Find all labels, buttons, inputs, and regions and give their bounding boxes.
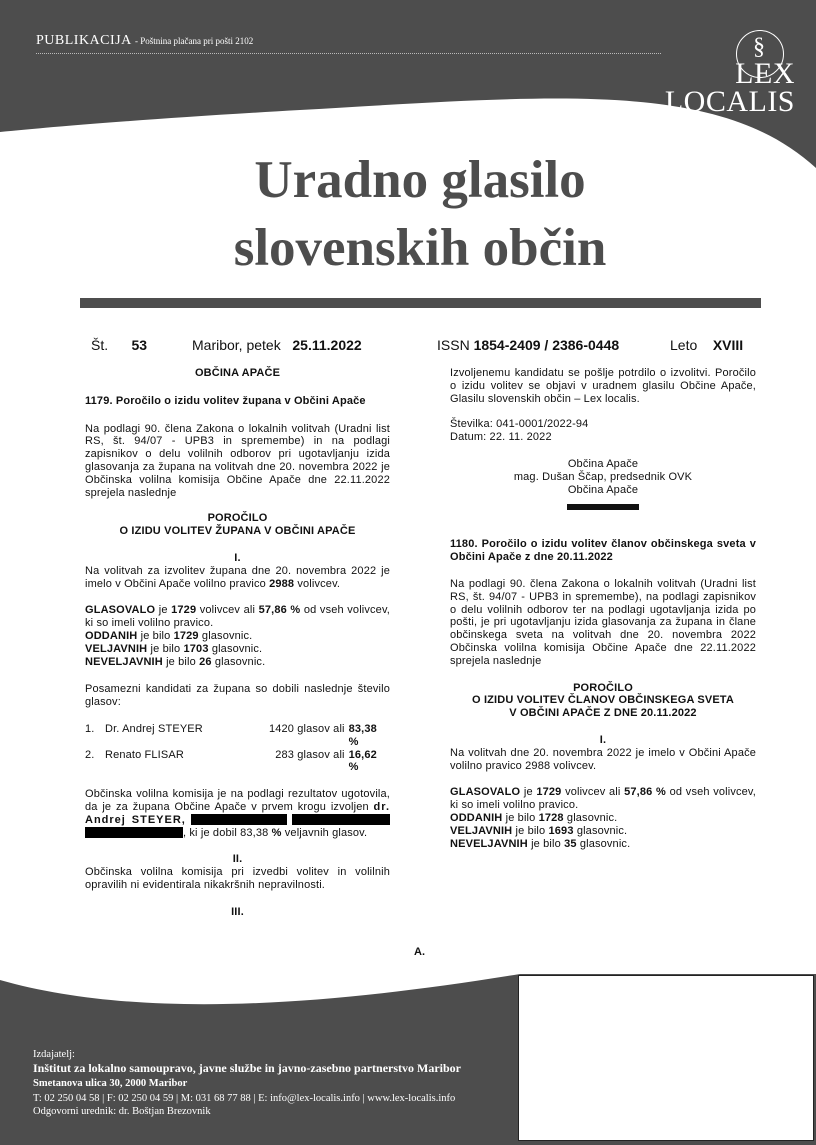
continuation-text: Izvoljenemu kandidatu se pošlje potrdilo o izvolitvi. Poročilo o izidu volitev se objavi v uradnem glasilu Občine Apače, Glasilu slovenskih občin – Lex localis. <box>450 367 756 405</box>
title-rule <box>80 298 761 308</box>
redaction-bar <box>85 827 183 838</box>
article-1180-heading: 1180. Poročilo o izidu volitev članov občinskega sveta v Občini Apače z dne 20.11.2022 <box>450 538 756 564</box>
doc-number: Številka: 041-0001/2022-94 <box>450 418 589 431</box>
left-column <box>85 367 390 919</box>
article-1179-heading: 1179. Poročilo o izidu volitev župana v Občini Apače <box>85 394 366 407</box>
publication-label: PUBLIKACIJA - Poštnina plačana pri pošti 2102 <box>36 33 254 48</box>
eligible-voters: Na volitvah za izvolitev župana dne 20. novembra 2022 je imelo v Občini Apače volilno pravico 2988 volivcev. <box>85 564 390 590</box>
lex-localis-logo: LEX LOCALIS <box>664 57 795 118</box>
eligible-voters: Na volitvah dne 20. novembra 2022 je imelo v Občini Apače volilno pravico 2988 volivcev. <box>450 746 756 772</box>
section-2: II. <box>232 853 243 866</box>
section-1: I. <box>599 733 607 746</box>
candidate-row: 1. Dr. Andrej STEYER 1420 glasov ali 83,38 % <box>85 722 377 748</box>
article-1179-intro: Na podlagi 90. člena Zakona o lokalnih volitvah (Uradni list RS, št. 94/07 - UPB3 in spremembe) in na podlagi zapisnikov o delu volilnih odborov pri ugotavljanju izida glasovanja za župana na volitvah dne 20. novembra 2022 je Občinska volilna komisija Občine Apače dne 22.11.2022 sprejela naslednje <box>85 422 390 499</box>
candidate-list <box>85 723 390 774</box>
report-title: POROČILO <box>207 512 268 525</box>
address-box <box>518 975 814 1141</box>
report-subtitle: O IZIDU VOLITEV ŽUPANA V OBČINI APAČE <box>119 525 356 538</box>
footer-address: Smetanova ulica 30, 2000 Maribor <box>33 1078 188 1089</box>
ballots-valid: VELJAVNIH je bilo 1693 glasovnic. <box>450 824 628 837</box>
signature-block: Občina Apače mag. Dušan Ščap, predsednik OVK Občina Apače <box>513 457 693 496</box>
article-1180-intro: Na podlagi 90. člena Zakona o lokalnih volitvah (Uradni list RS, št. 94/07 - UPB3 in spremembe), na podlagi zapisnikov o delu volilnih odborov ter na podlagi ugotavljanja izida po pošti, je pri ugotavljanju izida glasovanja za župana in člane občinskega sveta na volitvah dne 20. novembra 2022 Občinska volilna komisija Občine Apače dne 22.11.2022 sprejela naslednje <box>450 577 756 667</box>
logo-symbol: § <box>753 34 765 60</box>
issue-date: Maribor, petek 25.11.2022 <box>192 337 362 353</box>
candidates-intro: Posamezni kandidati za župana so dobili naslednje število glasov: <box>85 683 390 709</box>
redaction-bar <box>191 814 287 825</box>
volume: Leto XVIII <box>670 337 744 353</box>
right-column <box>450 367 756 850</box>
separator-bar <box>567 504 639 510</box>
ballots-invalid: NEVELJAVNIH je bilo 35 glasovnic. <box>450 837 631 850</box>
ballots-cast: ODDANIH je bilo 1728 glasovnic. <box>450 811 618 824</box>
report-subtitle-2: V OBČINI APAČE Z DNE 20.11.2022 <box>509 707 697 720</box>
ballots-valid: VELJAVNIH je bilo 1703 glasovnic. <box>85 642 263 655</box>
section-1: I. <box>234 551 241 564</box>
ballots-cast: ODDANIH je bilo 1729 glasovnic. <box>85 629 253 642</box>
footer-contacts: T: 02 250 04 58 | F: 02 250 04 59 | M: 031 68 77 88 | E: info@lex-localis.info | www.lex-localis.info <box>33 1093 456 1104</box>
redaction-bar <box>292 814 390 825</box>
header-divider <box>36 53 661 54</box>
section-2-text: Občinska volilna komisija pri izvedbi volitev in volilnih opravilih ni evidentirala nikakršnih nepravilnosti. <box>85 866 390 891</box>
municipality-heading: OBČINA APAČE <box>194 367 281 379</box>
page-title: Uradno glasilo slovenskih občin <box>233 151 607 277</box>
report-title: POROČILO <box>573 681 633 694</box>
doc-date: Datum: 22. 11. 2022 <box>450 431 552 444</box>
section-a: A. <box>414 946 425 958</box>
section-3: III. <box>231 905 244 918</box>
turnout: GLASOVALO je 1729 volivcev ali 57,86 % od vseh volivcev, ki so imeli volilno pravico. <box>450 786 756 812</box>
ballots-invalid: NEVELJAVNIH je bilo 26 glasovnic. <box>85 655 266 668</box>
turnout: GLASOVALO je 1729 volivcev ali 57,86 % od vseh volivcev, ki so imeli volilno pravico. <box>85 604 390 630</box>
footer-editor: Odgovorni urednik: dr. Boštjan Brezovnik <box>33 1106 211 1117</box>
footer-institute: Inštitut za lokalno samoupravo, javne službe in javno-zasebno partnerstvo Maribor <box>33 1061 462 1075</box>
report-subtitle-1: O IZIDU VOLITEV ČLANOV OBČINSKEGA SVETA <box>472 694 734 707</box>
elected-paragraph: Občinska volilna komisija je na podlagi rezultatov ugotovila, da je za župana Občine Apače v prvem krogu izvoljen dr. Andrej STEYER, , ki je dobil 83,38 % veljavnih glasov. <box>85 788 390 839</box>
issue-number: Št. 53 <box>91 337 148 353</box>
footer-publisher-label: Izdajatelj: <box>33 1049 75 1060</box>
candidate-row: 2. Renato FLISAR 283 glasov ali 16,62 % <box>85 748 377 774</box>
issn: ISSN 1854-2409 / 2386-0448 <box>437 337 620 353</box>
